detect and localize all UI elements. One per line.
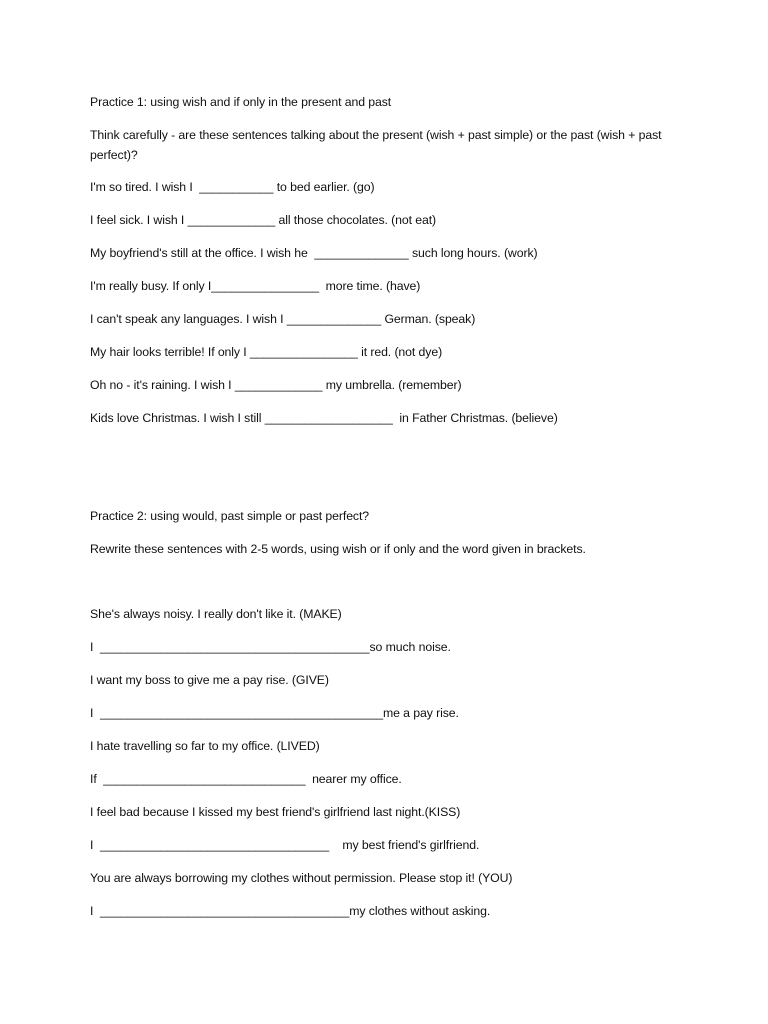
practice-2-answer-line: I ________________________________________so much noise.	[90, 640, 451, 654]
practice-1-item: I can't speak any languages. I wish I ______________ German. (speak)	[90, 312, 476, 326]
practice-1-title: Practice 1: using wish and if only in the present and past	[90, 95, 392, 109]
practice-1-item: My boyfriend's still at the office. I wish he ______________ such long hours. (work)	[90, 246, 538, 260]
practice-2-prompt: You are always borrowing my clothes without permission. Please stop it! (YOU)	[90, 871, 513, 885]
practice-2-answer-line: If ______________________________ nearer my office.	[90, 772, 402, 786]
practice-2-prompt: I want my boss to give me a pay rise. (GIVE)	[90, 673, 329, 687]
practice-2-title: Practice 2: using would, past simple or past perfect?	[90, 509, 370, 523]
practice-1-item: I'm really busy. If only I________________ more time. (have)	[90, 279, 421, 293]
practice-2-answer-line: I __________________________________________me a pay rise.	[90, 706, 459, 720]
practice-2-instruction: Rewrite these sentences with 2-5 words, using wish or if only and the word given in brackets.	[90, 542, 586, 556]
practice-1-instruction: Think carefully - are these sentences talking about the present (wish + past simple) or the past (wish + past perfect)?	[90, 128, 665, 162]
practice-2-answer-line: I _____________________________________my clothes without asking.	[90, 904, 491, 918]
practice-1-item: My hair looks terrible! If only I ________________ it red. (not dye)	[90, 345, 443, 359]
practice-2-prompt: I feel bad because I kissed my best friend's girlfriend last night.(KISS)	[90, 805, 461, 819]
practice-2-answer-line: I __________________________________ my best friend's girlfriend.	[90, 838, 480, 852]
practice-1-item: I'm so tired. I wish I ___________ to bed earlier. (go)	[90, 180, 375, 194]
practice-1-item: Kids love Christmas. I wish I still ___________________ in Father Christmas. (believe)	[90, 411, 558, 425]
practice-2-prompt: I hate travelling so far to my office. (LIVED)	[90, 739, 320, 753]
practice-1-item: Oh no - it's raining. I wish I _____________ my umbrella. (remember)	[90, 378, 462, 392]
practice-2-prompt: She's always noisy. I really don't like it. (MAKE)	[90, 607, 342, 621]
practice-1-item: I feel sick. I wish I _____________ all those chocolates. (not eat)	[90, 213, 437, 227]
